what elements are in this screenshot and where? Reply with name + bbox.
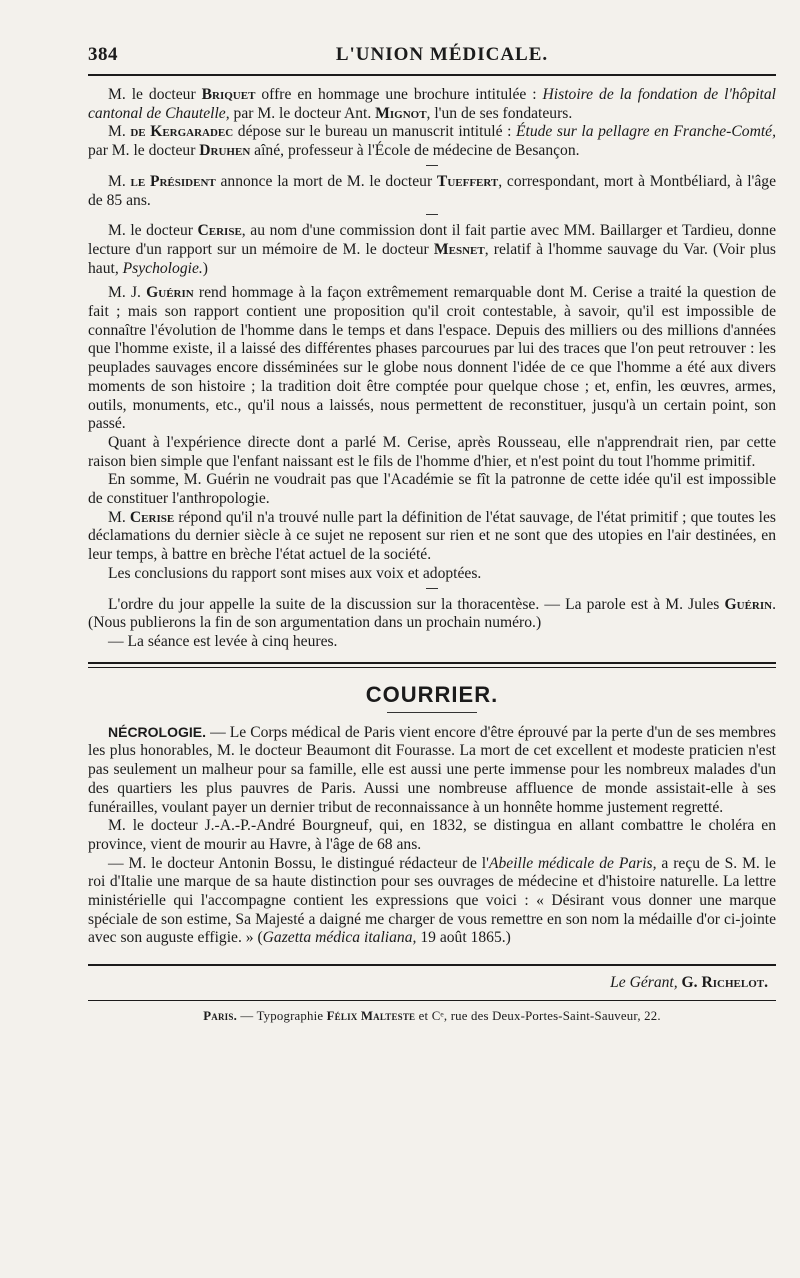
separator-dash bbox=[426, 214, 438, 217]
academy-proceedings bbox=[88, 86, 776, 652]
gerant-signature: Le Gérant, G. Richelot. bbox=[610, 974, 768, 992]
page-header bbox=[88, 44, 776, 74]
paragraph-briquet: M. le docteur Briquet offre en hommage une brochure intitulée : Histoire de la fondation de l'hôpital cantonal de Chautelle, par M. le docteur Ant. Mignot, l'un de ses fondateurs. bbox=[88, 86, 776, 122]
paragraph-bourgneuf: M. le docteur J.-A.-P.-André Bourgneuf, qui, en 1832, se distingua en allant combattre le choléra en province, vient de mourir au Havre, à l'âge de 68 ans. bbox=[88, 817, 776, 853]
paragraph-seance-levee: — La séance est levée à cinq heures. bbox=[108, 632, 338, 650]
footer-rule bbox=[88, 964, 776, 966]
paragraph-experience: Quant à l'expérience directe dont a parlé M. Cerise, après Rousseau, elle n'apprendrait rien, par cette raison bien simple que l'enfant naissant est le fils de l'homme d'hier, et n'est point du tout l'homme primitif. bbox=[88, 433, 776, 470]
separator-dash bbox=[426, 165, 438, 168]
heading-underline bbox=[387, 712, 477, 713]
paragraph-conclusions: Les conclusions du rapport sont mises aux voix et adoptées. bbox=[108, 564, 482, 582]
paragraph-necrologie: NÉCROLOGIE. — Le Corps médical de Paris vient encore d'être éprouvé par la perte d'un de ses membres les plus honorables, M. le docteur Beaumont dit Fourasse. La mort de cet excellent et modeste praticien n'est pas seulement un malheur pour sa famille, elle est aussi une perte immense pour les nombreux malades d'un des quartiers les plus pauvres de Paris. Aussi une nombreuse affluence de monde assistait-elle à ses funérailles, voulant payer un dernier tribut de reconnaissance à un honnête homme justement regretté. bbox=[88, 723, 776, 816]
paragraph-en-somme: En somme, M. Guérin ne voudrait pas que l'Académie se fît la patronne de cette idée qu'il est impossible de constituer l'anthropologie. bbox=[88, 471, 776, 508]
section-double-rule bbox=[88, 662, 776, 668]
page-number: 384 bbox=[88, 44, 118, 65]
paragraph-cerise-report: M. le docteur Cerise, au nom d'une commission dont il fait partie avec MM. Baillarger et Tardieu, donne lecture d'un rapport sur un mémoire de M. le docteur Mesnet, relatif à l'homme sauvage du Var. (Voir plus haut, Psychologie.) bbox=[88, 222, 776, 277]
paragraph-ordre-du-jour: L'ordre du jour appelle la suite de la discussion sur la thoracentèse. — La parole est à M. Jules Guérin. (Nous publierons la fin de son argumentation dans un prochain numéro.) bbox=[88, 595, 776, 632]
footer-rule-thin bbox=[88, 1000, 776, 1001]
paragraph-bossu: — M. le docteur Antonin Bossu, le distingué rédacteur de l'Abeille médicale de Paris, a reçu de S. M. le roi d'Italie une marque de sa haute distinction pour ses ouvrages de médecine et d'histoire naturelle. La lettre ministérielle qui l'accompagne contient les expressions que voici : « Désirant vous donner une marque spéciale de son estime, Sa Majesté a daigné me charger de vous remettre en son nom la médaille d'or ci-jointe avec son auguste effigie. » (Gazetta médica italiana, 19 août 1865.) bbox=[88, 854, 776, 947]
paragraph-guerin: M. J. Guérin rend hommage à la façon extrêmement remarquable dont M. Cerise a traité la question de fait ; mais son rapport contient une proposition qu'il croit contestable, à savoir, qu'il est impossible de connaître l'évolution de l'homme dans le temps et dans l'espace. Depuis des milliers ou des millions d'années que l'homme existe, il a laissé des différentes phases parcourues par lui des traces que l'on peut retrouver : les peuplades sauvages encore disséminées sur le globe nous donnent l'idée de ce que l'homme a été aux divers moments de son histoire ; la tradition doit être comptée pour quelque chose ; et, enfin, les œuvres, armes, outils, monuments, etc., qu'il nous a laissés, nous permettent de reconstituer, jusqu'à un certain point, son passé. bbox=[88, 284, 777, 433]
running-title: L'UNION MÉDICALE. bbox=[335, 44, 549, 65]
separator-dash bbox=[426, 588, 438, 591]
printer-imprint: Paris. — Typographie Félix Malteste et Cᵉ, rue des Deux-Portes-Saint-Sauveur, 22. bbox=[203, 1009, 661, 1024]
paragraph-president: M. le Président annonce la mort de M. le docteur Tueffert, correspondant, mort à Montbéliard, à l'âge de 85 ans. bbox=[88, 172, 776, 209]
courrier-section bbox=[88, 682, 776, 948]
courrier-heading: COURRIER. bbox=[365, 681, 499, 707]
paragraph-cerise-reply: M. Cerise répond qu'il n'a trouvé nulle part la définition de l'état sauvage, de l'état primitif ; que toutes les déclamations du dernier siècle à ce sujet ne reposent sur rien et ne sont que des utopies en l'air destinées, en leur temps, à battre en brèche l'état actuel de la société. bbox=[88, 508, 776, 564]
header-rule bbox=[88, 74, 776, 76]
paragraph-kergaradec: M. de Kergaradec dépose sur le bureau un manuscrit intitulé : Étude sur la pellagre en Franche-Comté, par M. le docteur Druhen aîné, professeur à l'École de médecine de Besançon. bbox=[88, 123, 776, 160]
